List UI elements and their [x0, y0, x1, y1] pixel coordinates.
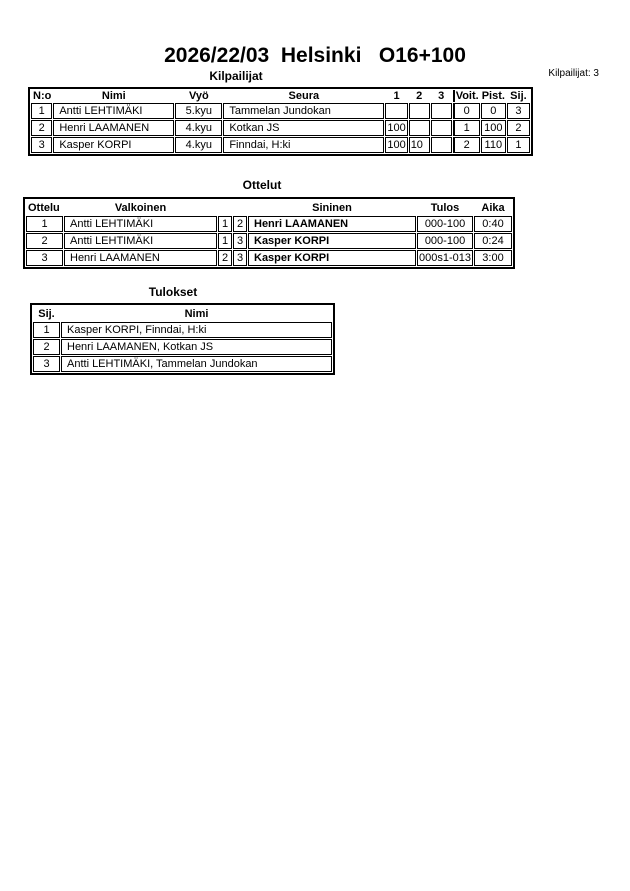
- header-spacer: [218, 200, 232, 215]
- cell-blue-no: 3: [233, 233, 247, 249]
- cell-match-no: 3: [26, 250, 63, 266]
- results-table: [30, 303, 335, 375]
- cell-round-1: [385, 103, 407, 119]
- header-time: Aika: [481, 201, 505, 214]
- matches-table: [23, 197, 515, 269]
- header-place: Sij.: [510, 90, 527, 102]
- cell-name: Henri LAAMANEN, Kotkan JS: [61, 339, 332, 355]
- match-row: [26, 216, 512, 232]
- cell-name: Antti LEHTIMÄKI, Tammelan Jundokan: [61, 356, 332, 372]
- cell-wins: 2: [453, 137, 480, 153]
- cell-white-name: Antti LEHTIMÄKI: [64, 233, 217, 249]
- cell-time: 3:00: [474, 250, 512, 266]
- cell-belt: 5.kyu: [175, 103, 222, 119]
- results-header-row: [33, 306, 332, 321]
- match-row: [26, 250, 512, 266]
- cell-round-3: [431, 137, 452, 153]
- header-name: Nimi: [101, 90, 126, 102]
- cell-name: Henri LAAMANEN: [53, 120, 174, 136]
- cell-white-no: 2: [218, 250, 232, 266]
- cell-match-no: 2: [26, 233, 63, 249]
- competitor-row: [31, 120, 530, 136]
- result-row: [33, 356, 332, 372]
- cell-blue-name: Kasper KORPI: [248, 250, 416, 266]
- competitor-row: [31, 103, 530, 119]
- header-white: Valkoinen: [114, 201, 167, 214]
- cell-round-1: 100: [387, 139, 406, 151]
- cell-time: 0:24: [474, 233, 512, 249]
- header-place: Sij.: [38, 307, 55, 320]
- cell-belt: 4.kyu: [175, 120, 222, 136]
- cell-belt: 4.kyu: [175, 137, 222, 153]
- cell-club: Tammelan Jundokan: [223, 103, 384, 119]
- match-row: [26, 233, 512, 249]
- cell-round-2: [409, 120, 430, 136]
- header-club: Seura: [288, 90, 320, 102]
- cell-white-name: Henri LAAMANEN: [64, 250, 217, 266]
- header-points: Pist.: [481, 90, 505, 102]
- header-belt: Vyö: [188, 90, 209, 102]
- cell-place: 3: [33, 356, 60, 372]
- cell-wins: 0: [453, 103, 480, 119]
- result-row: [33, 339, 332, 355]
- cell-result: 000-100: [417, 233, 473, 249]
- header-round-1: 1: [393, 90, 400, 102]
- competitors-table: [28, 87, 533, 156]
- cell-name: Antti LEHTIMÄKI: [53, 103, 174, 119]
- cell-round-2: 10: [409, 137, 430, 153]
- cell-blue-no: 3: [233, 250, 247, 266]
- competitors-heading: Kilpailijat: [209, 69, 263, 83]
- results-heading: Tulokset: [148, 285, 198, 299]
- matches-heading: Ottelut: [242, 178, 282, 192]
- cell-nio: 1: [31, 103, 52, 119]
- cell-result: 000-100: [417, 216, 473, 232]
- competitor-row: [31, 137, 530, 153]
- cell-points: 0: [481, 103, 506, 119]
- header-blue: Sininen: [312, 201, 352, 214]
- cell-blue-no: 2: [233, 216, 247, 232]
- cell-match-no: 1: [26, 216, 63, 232]
- cell-round-3: [431, 103, 452, 119]
- header-wins: Voit.: [453, 90, 480, 102]
- cell-place: 1: [507, 137, 530, 153]
- header-round-3: 3: [438, 90, 445, 102]
- cell-round-3: [431, 120, 452, 136]
- cell-club: Kotkan JS: [223, 120, 384, 136]
- cell-nio: 3: [31, 137, 52, 153]
- cell-blue-name: Kasper KORPI: [248, 233, 416, 249]
- cell-points: 100: [481, 120, 506, 136]
- page-title: 2026/22/03 Helsinki O16+100: [164, 44, 466, 67]
- cell-round-1: 100: [387, 122, 406, 134]
- cell-blue-name: Henri LAAMANEN: [248, 216, 416, 232]
- competitors-header-row: [31, 90, 530, 102]
- cell-time: 0:40: [474, 216, 512, 232]
- result-row: [33, 322, 332, 338]
- header-nio: N:o: [33, 90, 52, 102]
- cell-place: 2: [33, 339, 60, 355]
- cell-wins: 1: [453, 120, 480, 136]
- header-name: Nimi: [184, 307, 209, 320]
- matches-header-row: [26, 200, 512, 215]
- cell-result: 000s1-013: [419, 252, 471, 264]
- cell-place: 2: [507, 120, 530, 136]
- cell-place: 3: [507, 103, 530, 119]
- header-round-2: 2: [416, 90, 423, 102]
- cell-nio: 2: [31, 120, 52, 136]
- header-match: Ottelu: [28, 201, 60, 214]
- cell-points: 110: [481, 137, 506, 153]
- cell-club: Finndai, H:ki: [223, 137, 384, 153]
- cell-round-2: [409, 103, 430, 119]
- competitors-count-label: Kilpailijat: 3: [548, 68, 599, 79]
- cell-white-name: Antti LEHTIMÄKI: [64, 216, 217, 232]
- cell-name: Kasper KORPI: [53, 137, 174, 153]
- cell-white-no: 1: [218, 233, 232, 249]
- header-spacer: [233, 200, 247, 215]
- header-result: Tulos: [430, 201, 460, 214]
- cell-white-no: 1: [218, 216, 232, 232]
- cell-name: Kasper KORPI, Finndai, H:ki: [61, 322, 332, 338]
- cell-place: 1: [33, 322, 60, 338]
